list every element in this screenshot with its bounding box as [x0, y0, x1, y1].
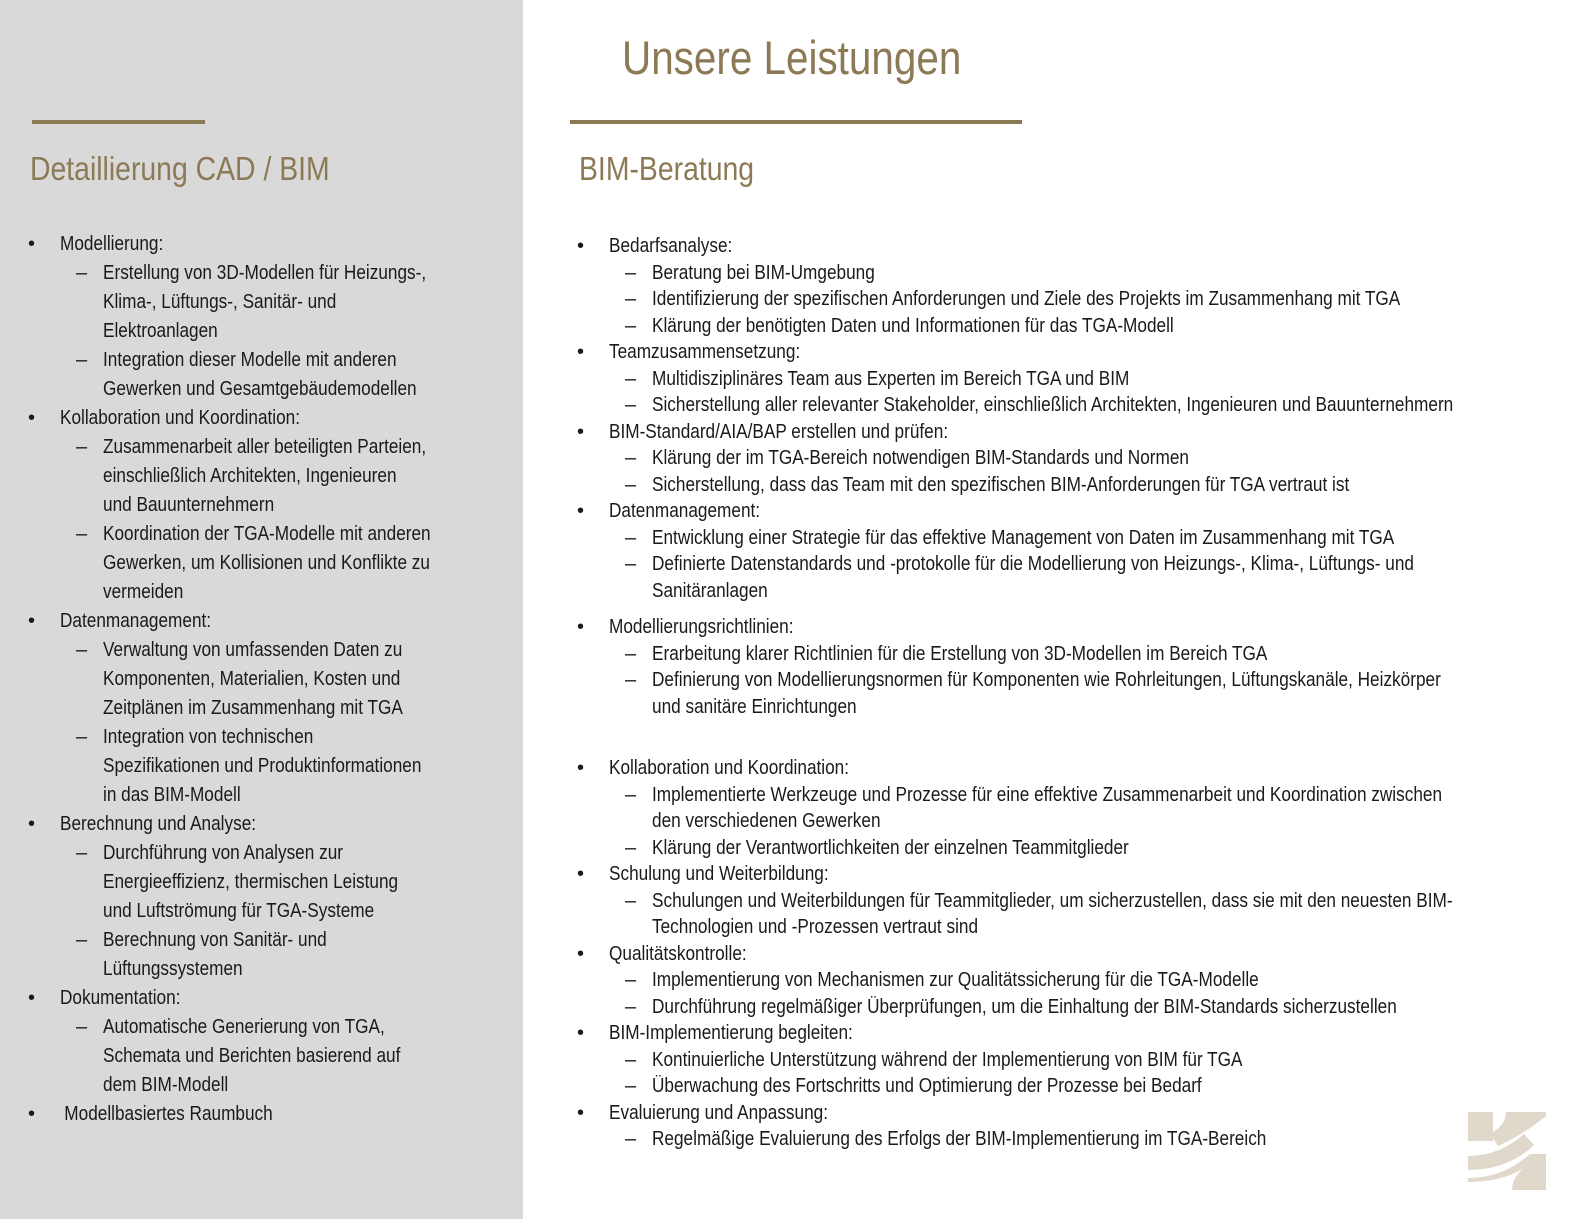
- sub-item-line: Sicherstellung, dass das Team mit den spezifischen BIM-Anforderungen für TGA vertraut ist: [652, 473, 1350, 496]
- list-item-label: Modellbasiertes Raumbuch: [64, 1103, 273, 1125]
- sub-item-line: Komponenten, Materialien, Kosten und: [103, 668, 401, 690]
- sub-item-line: Überwachung des Fortschritts und Optimierung der Prozesse bei Bedarf: [652, 1075, 1202, 1097]
- right-section-title: BIM-Beratung: [579, 150, 755, 187]
- dash-icon: –: [625, 288, 637, 310]
- sub-list-item: [60, 839, 508, 926]
- sub-item-line: Regelmäßige Evaluierung des Erfolgs der BIM-Implementierung im TGA-Bereich: [652, 1128, 1267, 1150]
- dash-icon: –: [625, 367, 637, 390]
- dash-icon: –: [625, 969, 637, 991]
- logo-shape: [1468, 1112, 1546, 1190]
- list-item-label: Datenmanagement:: [609, 500, 761, 522]
- list-item-label: Evaluierung und Anpassung:: [609, 1101, 828, 1124]
- sub-item-line: Kontinuierliche Unterstützung während der Implementierung von BIM für TGA: [652, 1048, 1243, 1071]
- list-item: [28, 810, 508, 984]
- sub-item-line: Klärung der im TGA-Bereich notwendigen BIM-Standards und Normen: [652, 447, 1189, 469]
- list-item-label: BIM-Implementierung begleiten:: [609, 1022, 853, 1044]
- list-item-label: Modellierungsrichtlinien:: [609, 616, 794, 638]
- sub-item-line: Multidisziplinäres Team aus Experten im Bereich TGA und BIM: [652, 367, 1130, 390]
- list-item: [577, 861, 1575, 941]
- dash-icon: –: [625, 447, 637, 469]
- sub-item-line: Integration von technischen: [103, 726, 314, 748]
- sub-item-line: Koordination der TGA-Modelle mit anderen: [103, 523, 431, 545]
- dash-icon: –: [625, 473, 637, 496]
- list-item: [577, 614, 1575, 720]
- dash-icon: –: [625, 1048, 637, 1071]
- sub-item-line: Verwaltung von umfassenden Daten zu: [103, 639, 403, 661]
- sub-list-item: [609, 445, 1575, 472]
- list-item: [28, 984, 508, 1100]
- sub-item-line: in das BIM-Modell: [103, 784, 241, 806]
- sub-item-line: Erstellung von 3D-Modellen für Heizungs-,: [103, 262, 427, 284]
- sub-item-line: Implementierung von Mechanismen zur Qualitätssicherung für die TGA-Modelle: [652, 969, 1259, 991]
- sub-item-line: Lüftungssystemen: [103, 958, 243, 980]
- sub-item-line: Energieeffizienz, thermischen Leistung: [103, 871, 399, 893]
- list-item-label: Bedarfsanalyse:: [609, 235, 733, 257]
- sub-item-line: Zeitplänen im Zusammenhang mit TGA: [103, 697, 403, 719]
- right-services-list: [577, 233, 1575, 1153]
- sub-list-item: [609, 1073, 1575, 1100]
- sub-list-item: [609, 366, 1575, 393]
- sub-item-line: Entwicklung einer Strategie für das effektive Management von Daten im Zusammenhang mit TGA: [652, 526, 1395, 549]
- bullet-icon: •: [28, 407, 36, 429]
- bullet-icon: •: [577, 500, 585, 522]
- sub-item-line: Spezifikationen und Produktinformationen: [103, 755, 422, 777]
- list-item: [28, 607, 508, 810]
- dash-icon: –: [625, 394, 637, 416]
- list-item-label: Datenmanagement:: [60, 610, 212, 632]
- bullet-icon: •: [577, 863, 585, 885]
- sub-list-item: [609, 472, 1575, 499]
- dash-icon: –: [625, 783, 637, 806]
- sub-item-line: und sanitäre Einrichtungen: [652, 695, 857, 718]
- list-item-label: Qualitätskontrolle:: [609, 942, 747, 965]
- sub-list-item: [609, 782, 1575, 835]
- dash-icon: –: [625, 1075, 637, 1097]
- sub-list-item: [60, 723, 508, 810]
- sub-item-line: Klima-, Lüftungs-, Sanitär- und: [103, 291, 337, 313]
- sub-list-item: [60, 520, 508, 607]
- list-item-label: Teamzusammensetzung:: [609, 341, 801, 363]
- sub-item-line: Gewerken, um Kollisionen und Konflikte zu: [103, 552, 430, 574]
- dash-icon: –: [625, 669, 637, 691]
- logo-shape-part: [1468, 1112, 1493, 1141]
- dash-icon: –: [76, 262, 88, 284]
- bullet-icon: •: [577, 341, 585, 363]
- left-title-divider: [32, 120, 205, 124]
- sub-item-line: Implementierte Werkzeuge und Prozesse für eine effektive Zusammenarbeit und Koordination zwischen: [652, 783, 1443, 806]
- right-title-divider: [570, 120, 1022, 124]
- list-item: [28, 230, 508, 404]
- bullet-icon: •: [28, 813, 36, 835]
- sub-item-line: Sicherstellung aller relevanter Stakeholder, einschließlich Architekten, Ingenieuren und Bauunternehmern: [652, 394, 1454, 416]
- sub-list-item: [609, 260, 1575, 287]
- sub-item-line: Berechnung von Sanitär- und: [103, 929, 327, 951]
- list-item: [577, 941, 1575, 1021]
- sub-list-item: [609, 551, 1575, 604]
- dash-icon: –: [625, 995, 637, 1018]
- sub-list-item: [609, 313, 1575, 340]
- dash-icon: –: [76, 1016, 88, 1038]
- company-logo-icon: [1468, 1112, 1546, 1190]
- sub-list-item: [60, 1013, 508, 1100]
- sub-item-line: Technologien und -Prozessen vertraut sind: [652, 916, 979, 938]
- sub-item-line: Durchführung regelmäßiger Überprüfungen, um die Einhaltung der BIM-Standards sicherzustellen: [652, 995, 1397, 1018]
- dash-icon: –: [76, 726, 88, 748]
- sub-item-line: Schemata und Berichten basierend auf: [103, 1045, 401, 1067]
- list-item: [577, 1100, 1575, 1153]
- sub-item-line: Gewerken und Gesamtgebäudemodellen: [103, 378, 417, 400]
- sub-item-line: Klärung der Verantwortlichkeiten der einzelnen Teammitglieder: [652, 836, 1129, 859]
- sub-list-item: [60, 926, 508, 984]
- sub-item-line: Definierung von Modellierungsnormen für Komponenten wie Rohrleitungen, Lüftungskanäle, Heizkörper: [652, 669, 1441, 691]
- dash-icon: –: [625, 836, 637, 859]
- sub-item-line: Schulungen und Weiterbildungen für Teammitglieder, um sicherzustellen, dass sie mit den neuesten BIM-: [652, 889, 1453, 912]
- dash-icon: –: [76, 639, 88, 661]
- sub-item-line: Sanitäranlagen: [652, 579, 768, 602]
- sub-item-line: einschließlich Architekten, Ingenieuren: [103, 465, 397, 487]
- left-section-title: Detaillierung CAD / BIM: [30, 150, 330, 187]
- bullet-icon: •: [28, 1103, 36, 1125]
- sub-list-item: [609, 392, 1575, 419]
- sub-item-line: Definierte Datenstandards und -protokolle für die Modellierung von Heizungs-, Klima-, Lüftungs- und: [652, 553, 1415, 575]
- sub-item-line: Klärung der benötigten Daten und Informationen für das TGA-Modell: [652, 314, 1174, 337]
- list-item: [577, 339, 1575, 419]
- sub-list-item: [609, 667, 1575, 720]
- bullet-icon: •: [28, 610, 36, 632]
- sub-list-item: [60, 433, 508, 520]
- bullet-icon: •: [28, 987, 36, 1009]
- dash-icon: –: [76, 436, 88, 458]
- dash-icon: –: [76, 523, 88, 545]
- bullet-icon: •: [577, 235, 585, 257]
- list-item-label: Schulung und Weiterbildung:: [609, 863, 829, 885]
- bullet-icon: •: [577, 757, 585, 779]
- sub-item-line: vermeiden: [103, 581, 184, 603]
- list-item: [577, 419, 1575, 499]
- dash-icon: –: [625, 1128, 637, 1150]
- dash-icon: –: [625, 261, 637, 284]
- sub-item-line: Erarbeitung klarer Richtlinien für die Erstellung von 3D-Modellen im Bereich TGA: [652, 642, 1268, 665]
- list-item: [577, 1020, 1575, 1100]
- list-item: [577, 233, 1575, 339]
- sub-item-line: und Luftströmung für TGA-Systeme: [103, 900, 375, 922]
- sub-list-item: [609, 641, 1575, 668]
- sub-item-line: dem BIM-Modell: [103, 1074, 229, 1096]
- list-item-label: Modellierung:: [60, 233, 164, 255]
- sub-item-line: Integration dieser Modelle mit anderen: [103, 349, 397, 371]
- sub-item-line: Automatische Generierung von TGA,: [103, 1016, 385, 1038]
- dash-icon: –: [625, 553, 637, 575]
- sub-item-line: Durchführung von Analysen zur: [103, 842, 343, 864]
- sub-item-line: und Bauunternehmern: [103, 494, 275, 516]
- sub-list-item: [60, 346, 508, 404]
- dash-icon: –: [76, 842, 88, 864]
- sub-item-line: Identifizierung der spezifischen Anforderungen und Ziele des Projekts im Zusammenhang mit TGA: [652, 288, 1401, 310]
- bullet-icon: •: [577, 616, 585, 638]
- sub-list-item: [609, 888, 1575, 941]
- sub-list-item: [60, 636, 508, 723]
- sub-list-item: [609, 525, 1575, 552]
- list-item-label: Dokumentation:: [60, 987, 181, 1009]
- list-item-label: BIM-Standard/AIA/BAP erstellen und prüfen:: [609, 420, 949, 443]
- list-item-label: Kollaboration und Koordination:: [609, 757, 850, 779]
- left-services-list: [28, 230, 508, 1129]
- bullet-icon: •: [577, 420, 585, 443]
- bullet-icon: •: [577, 1101, 585, 1124]
- dash-icon: –: [625, 642, 637, 665]
- list-item: [577, 498, 1575, 604]
- sub-list-item: [609, 1126, 1575, 1153]
- list-item: [577, 755, 1575, 861]
- sub-list-item: [609, 1047, 1575, 1074]
- sub-list-item: [609, 994, 1575, 1021]
- dash-icon: –: [625, 314, 637, 337]
- list-item-label: Berechnung und Analyse:: [60, 813, 257, 835]
- sub-item-line: Elektroanlagen: [103, 320, 218, 342]
- bullet-icon: •: [577, 1022, 585, 1044]
- dash-icon: –: [76, 929, 88, 951]
- list-item-label: Kollaboration und Koordination:: [60, 407, 301, 429]
- dash-icon: –: [625, 526, 637, 549]
- sub-list-item: [609, 835, 1575, 862]
- list-item: [28, 404, 508, 607]
- bullet-icon: •: [28, 233, 36, 255]
- sub-list-item: [609, 967, 1575, 994]
- bullet-icon: •: [577, 942, 585, 965]
- sub-item-line: Beratung bei BIM-Umgebung: [652, 261, 875, 284]
- sub-item-line: Zusammenarbeit aller beteiligten Parteien,: [103, 436, 427, 458]
- list-item: [28, 1100, 508, 1129]
- dash-icon: –: [76, 349, 88, 371]
- sub-list-item: [609, 286, 1575, 313]
- dash-icon: –: [625, 889, 637, 912]
- page-title: Unsere Leistungen: [622, 31, 962, 84]
- sub-list-item: [60, 259, 508, 346]
- sub-item-line: den verschiedenen Gewerken: [652, 810, 881, 832]
